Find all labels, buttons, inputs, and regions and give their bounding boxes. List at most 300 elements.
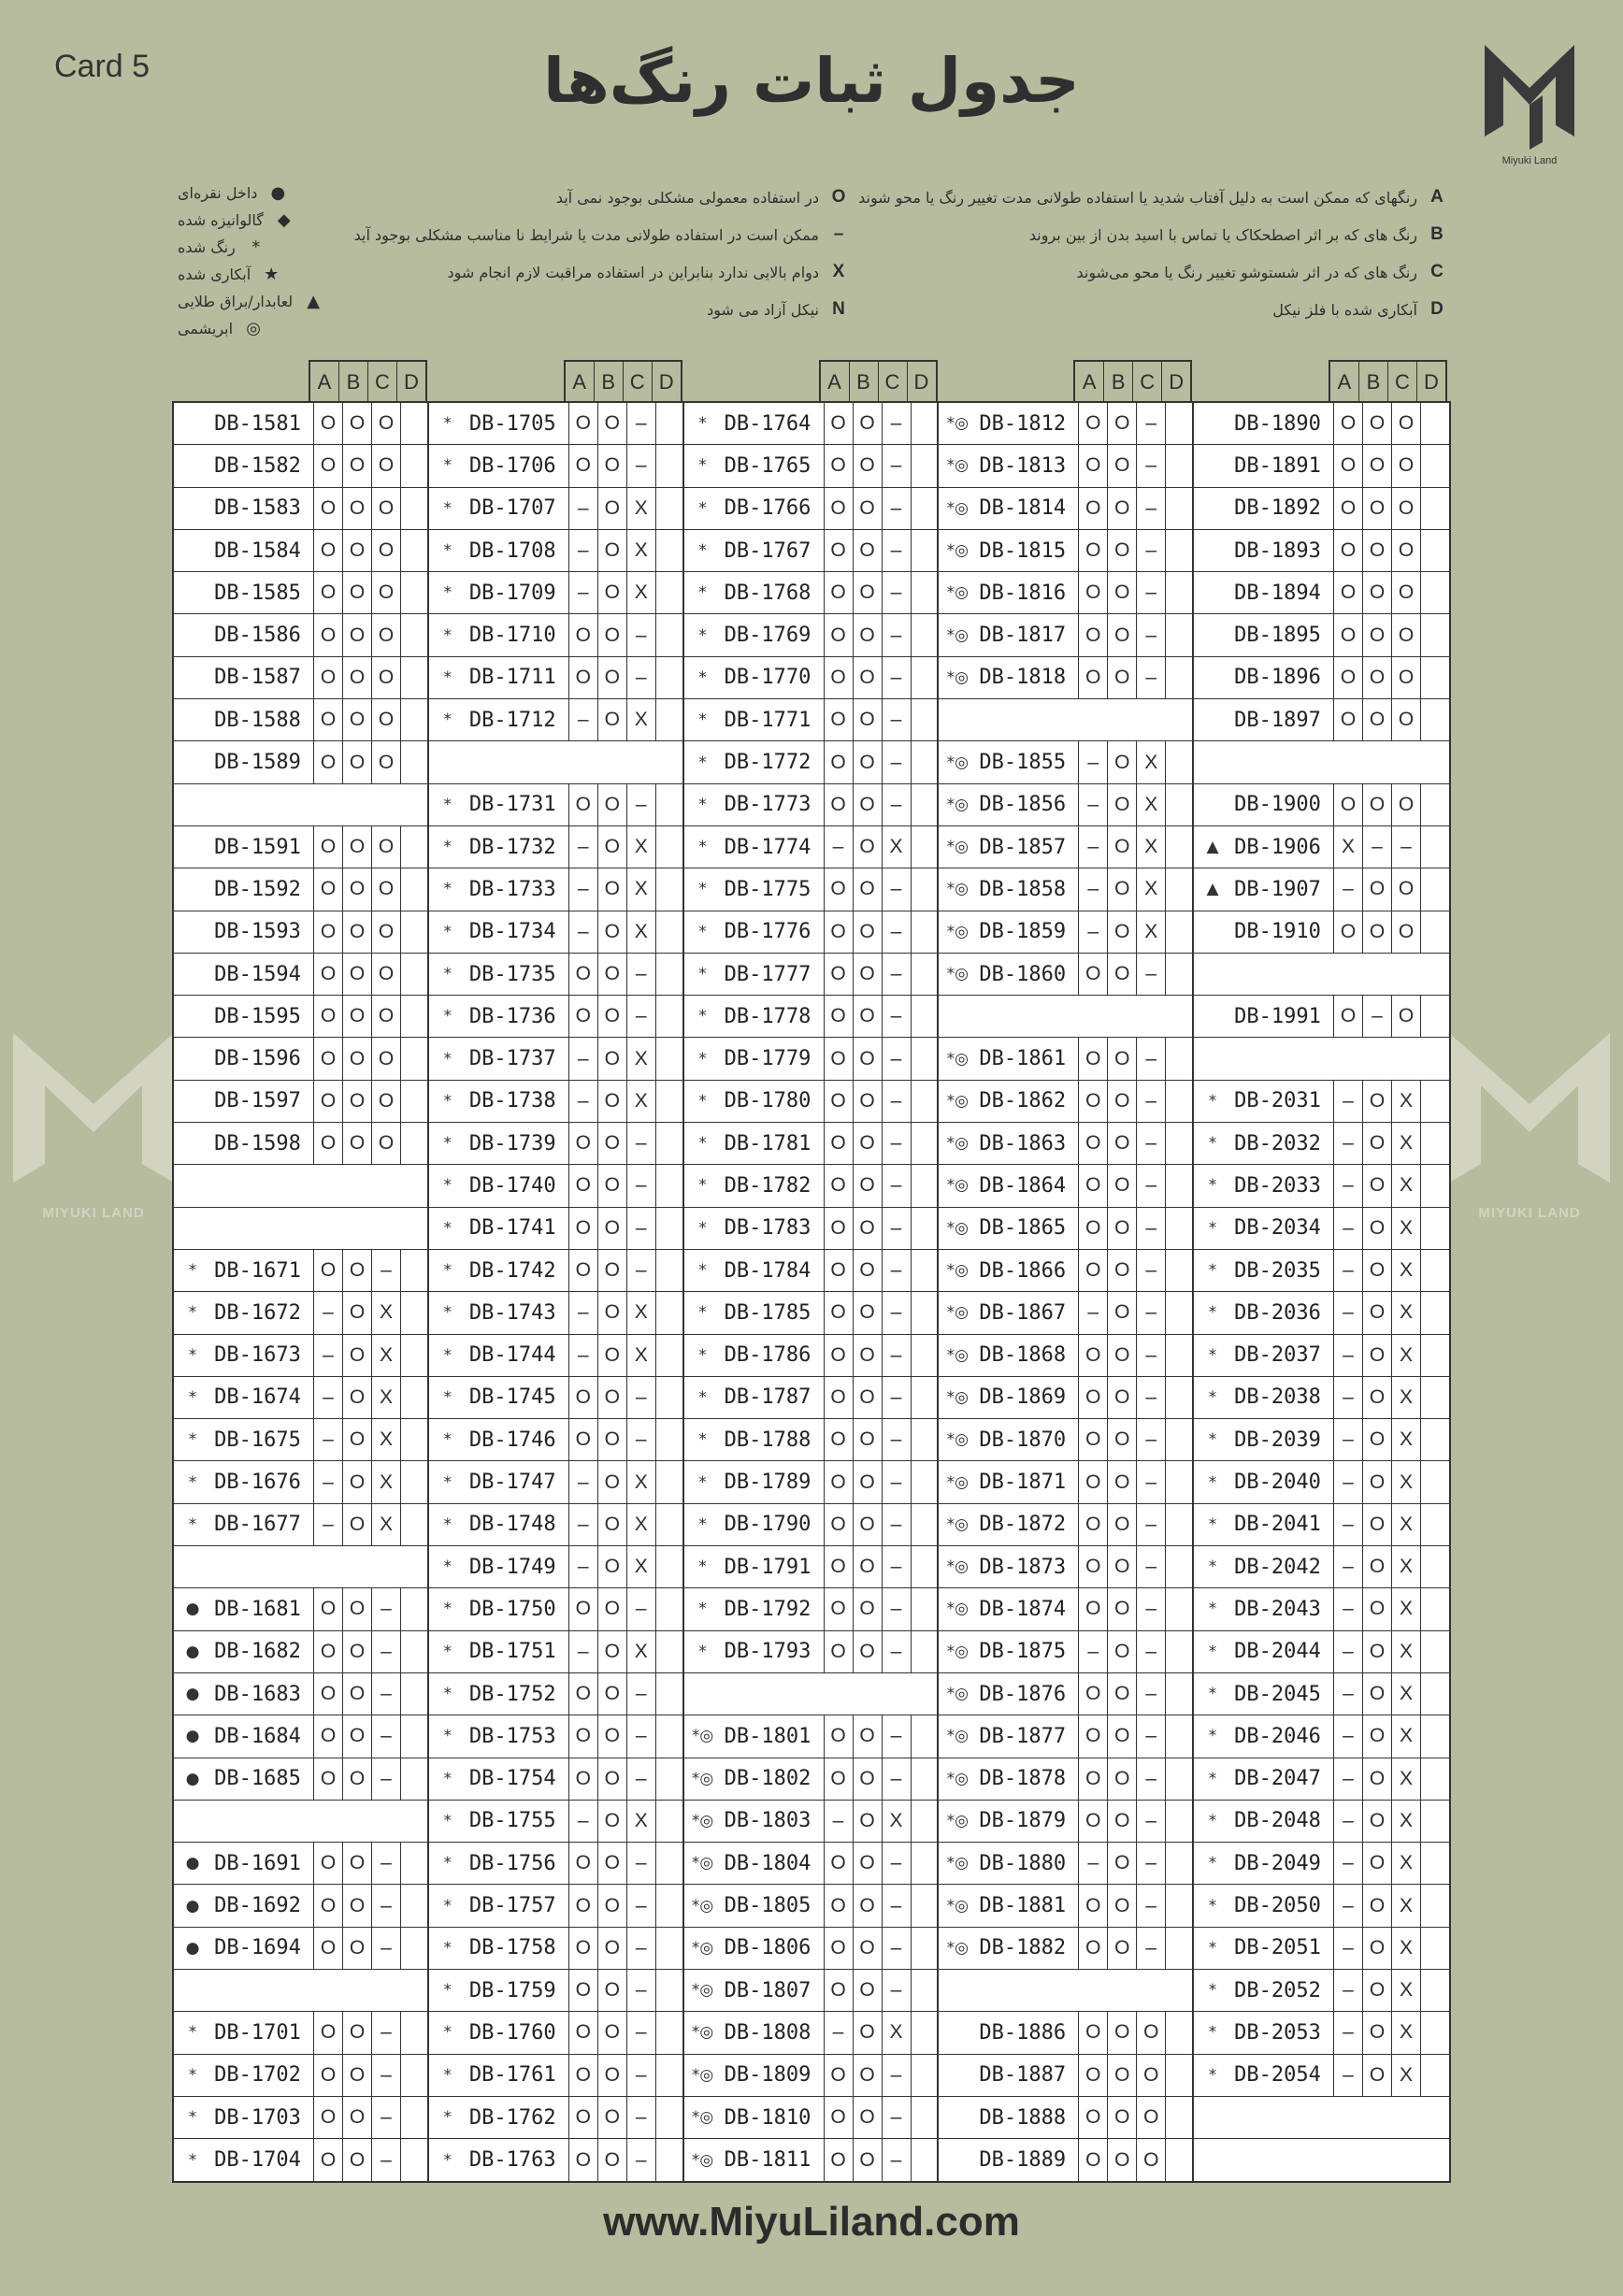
rating-c: – (882, 657, 911, 698)
bead-code: DB-1780 (724, 1089, 812, 1113)
table-row (174, 1885, 429, 1927)
rating-c: – (371, 1631, 400, 1672)
rating-b: O (1107, 784, 1136, 825)
rating-b: O (1362, 1292, 1391, 1333)
bead-code: DB-1906 (1234, 835, 1321, 859)
table-row (684, 1928, 940, 1970)
bead-code: DB-1777 (724, 962, 812, 986)
table-row (429, 488, 684, 530)
table-row (1194, 614, 1449, 656)
rating-d (1420, 868, 1449, 910)
rating-b: O (597, 1208, 626, 1249)
rating-d (400, 614, 429, 655)
table-row (174, 1038, 429, 1080)
rating-c: O (1136, 2055, 1165, 2096)
bead-code: DB-1876 (979, 1682, 1067, 1706)
finish-marker: * (1208, 1811, 1217, 1830)
rating-a: O (824, 2139, 853, 2181)
table-row (684, 1165, 940, 1207)
bead-code: DB-1711 (468, 666, 556, 690)
rating-d (911, 1081, 940, 1122)
table-row (939, 826, 1194, 868)
table-row (174, 1588, 429, 1630)
rating-c: – (1136, 1546, 1165, 1587)
rating-b: O (342, 403, 371, 444)
bead-code: DB-1817 (979, 624, 1067, 648)
logo-text: Miyuki Land (1501, 155, 1558, 166)
rating-a: O (824, 530, 853, 571)
rating-a: – (568, 1631, 597, 1672)
rating-c: X (626, 572, 655, 613)
rating-d (911, 1208, 940, 1249)
table-row (684, 741, 940, 783)
rating-d (400, 1081, 429, 1122)
finish-marker: * (698, 1218, 707, 1238)
rating-c: X (1136, 911, 1165, 953)
rating-b: O (1107, 572, 1136, 613)
bead-code: DB-2046 (1234, 1724, 1321, 1748)
rating-c: – (626, 2055, 655, 2096)
watermark-text: MIYUKI LAND (1478, 1205, 1581, 1221)
rating-a: – (1078, 784, 1107, 825)
table-row (1194, 1885, 1449, 1927)
table-row (1194, 403, 1449, 445)
bead-code: DB-1581 (214, 411, 301, 436)
table-row (939, 1758, 1194, 1801)
rating-a: O (313, 699, 342, 740)
finish-marker: * (1208, 1091, 1217, 1111)
rating-c: O (1391, 699, 1420, 740)
rating-b: O (342, 445, 371, 486)
bead-code: DB-1731 (468, 793, 556, 817)
rating-b: O (853, 996, 882, 1037)
rating-c: X (1391, 1970, 1420, 2011)
bead-code: DB-1675 (214, 1428, 301, 1452)
bead-code: DB-1897 (1234, 708, 1321, 732)
rating-a: O (313, 1673, 342, 1715)
rating-b: O (1362, 1970, 1391, 2011)
finish-marker: *◎ (946, 1896, 969, 1916)
table-row (684, 996, 940, 1038)
finish-marker: * (1208, 1345, 1217, 1365)
rating-a: O (1078, 1038, 1107, 1079)
rating-c: – (626, 2139, 655, 2181)
finish-marker: * (188, 2023, 197, 2043)
rating-a: – (1333, 1461, 1362, 1502)
table-row (684, 657, 940, 699)
bead-code: DB-1892 (1234, 496, 1321, 521)
rating-a: O (824, 1715, 853, 1757)
table-row (1194, 1673, 1449, 1715)
rating-a: O (313, 1843, 342, 1884)
bead-code: DB-1785 (724, 1300, 812, 1325)
bead-code: DB-1758 (468, 1936, 556, 1960)
bead-code: DB-1771 (724, 708, 812, 732)
rating-b: O (853, 1715, 882, 1757)
rating-c: O (1391, 868, 1420, 910)
rating-d (655, 1038, 684, 1079)
finish-marker: *◎ (691, 2065, 714, 2085)
rating-b: O (1107, 911, 1136, 953)
table-row (684, 784, 940, 826)
rating-c: O (371, 572, 400, 613)
rating-b: – (1362, 996, 1391, 1037)
rating-b: O (342, 1843, 371, 1884)
table-row (684, 1208, 940, 1250)
rating-d (911, 2012, 940, 2053)
finish-marker: *◎ (946, 1514, 969, 1534)
finish-marker: * (698, 456, 707, 476)
header-c: C (367, 362, 396, 403)
bead-code: DB-1815 (979, 538, 1067, 563)
table-row (1194, 1546, 1449, 1588)
bead-code: DB-1775 (724, 877, 812, 901)
table-row (1194, 445, 1449, 487)
rating-a: O (1333, 699, 1362, 740)
rating-b: O (1107, 1335, 1136, 1376)
rating-c: – (882, 741, 911, 782)
rating-c: – (626, 1165, 655, 1206)
rating-b: O (1362, 1758, 1391, 1800)
rating-a: – (568, 572, 597, 613)
rating-d (1165, 488, 1194, 529)
finish-marker: *◎ (946, 1261, 969, 1281)
finish-marker: * (443, 1345, 452, 1365)
rating-d (400, 2055, 429, 2096)
bead-code: DB-1708 (468, 538, 556, 563)
rating-c: O (371, 699, 400, 740)
table-row (174, 1292, 429, 1334)
rating-c: – (882, 1335, 911, 1376)
symbol-definition (707, 299, 847, 320)
table-row (1194, 1123, 1449, 1165)
finish-marker: *◎ (691, 2023, 714, 2043)
rating-d (911, 1504, 940, 1545)
bead-code: DB-1738 (468, 1089, 556, 1113)
rating-b: O (1107, 1588, 1136, 1629)
finish-marker: * (698, 667, 707, 687)
rating-a: O (313, 954, 342, 995)
finish-marker: * (443, 1134, 452, 1154)
rating-b: O (853, 1885, 882, 1926)
rating-a: O (824, 2055, 853, 2096)
finish-marker: *◎ (946, 1557, 969, 1577)
rating-b: O (853, 954, 882, 995)
rating-c: X (1391, 1546, 1420, 1587)
rating-c: – (882, 1758, 911, 1800)
rating-d (1165, 614, 1194, 655)
finish-marker: * (443, 1007, 452, 1026)
rating-a: O (313, 530, 342, 571)
rating-b: O (597, 1801, 626, 1842)
rating-c: – (626, 403, 655, 444)
rating-d (1165, 1715, 1194, 1757)
rating-b: O (1362, 699, 1391, 740)
rating-b: O (1362, 868, 1391, 910)
logo-mark-icon (1477, 39, 1582, 151)
rating-c: – (626, 1123, 655, 1164)
column-header (1329, 360, 1447, 403)
rating-b: O (1107, 488, 1136, 529)
empty-row (174, 1208, 429, 1250)
empty-row (174, 1165, 429, 1207)
bead-code: DB-1900 (1234, 793, 1321, 817)
finish-marker: *◎ (691, 1811, 714, 1830)
rating-b: O (1362, 1588, 1391, 1629)
rating-c: O (1391, 572, 1420, 613)
rating-b: O (853, 2012, 882, 2053)
rating-d (655, 1461, 684, 1502)
bead-code: DB-1776 (724, 920, 812, 944)
rating-d (911, 1461, 940, 1502)
rating-d (655, 784, 684, 825)
header-d: D (1161, 362, 1190, 403)
rating-d (1165, 1419, 1194, 1460)
rating-b: O (1107, 1758, 1136, 1800)
table-row (684, 954, 940, 996)
finish-marker (1194, 488, 1231, 529)
rating-a: O (1078, 1588, 1107, 1629)
rating-c: X (1391, 1081, 1420, 1122)
rating-b: O (342, 1292, 371, 1333)
rating-a: O (313, 826, 342, 868)
table-row (174, 826, 429, 868)
rating-b: O (342, 2097, 371, 2138)
bead-code: DB-1779 (724, 1047, 812, 1071)
header-c: C (623, 362, 652, 403)
rating-c: – (882, 1631, 911, 1672)
table-row (684, 1885, 940, 1927)
rating-b: O (853, 868, 882, 910)
rating-a: O (1078, 954, 1107, 995)
rating-b: – (1362, 826, 1391, 868)
table-row (1194, 1504, 1449, 1546)
column-rows (682, 401, 941, 2183)
bead-code: DB-1888 (979, 2105, 1067, 2130)
rating-a: O (568, 1758, 597, 1800)
finish-marker: ● (185, 1854, 200, 1873)
rating-d (400, 2139, 429, 2181)
bead-code: DB-1739 (468, 1131, 556, 1155)
table-row (684, 1377, 940, 1419)
rating-c: X (371, 1419, 400, 1460)
rating-a: O (568, 1123, 597, 1164)
rating-b: O (1107, 1885, 1136, 1926)
table-row (939, 1377, 1194, 1419)
finish-marker: * (698, 1600, 707, 1619)
header-b: B (594, 362, 623, 403)
rating-b: O (597, 530, 626, 571)
rating-c: – (882, 530, 911, 571)
finish-marker (1194, 572, 1231, 613)
bead-code: DB-1598 (214, 1131, 301, 1155)
rating-d (655, 445, 684, 486)
finish-marker: * (443, 2108, 452, 2128)
rating-b: O (597, 1123, 626, 1164)
finish-marker (174, 488, 211, 529)
rating-d (1165, 1377, 1194, 1418)
table-row (429, 1123, 684, 1165)
table-row (174, 1419, 429, 1461)
rating-a: O (568, 1588, 597, 1629)
rating-d (1165, 1673, 1194, 1715)
bead-code: DB-1803 (724, 1809, 812, 1833)
finish-marker: * (1208, 1261, 1217, 1281)
rating-a: – (1333, 1335, 1362, 1376)
bead-code: DB-1588 (214, 708, 301, 732)
rating-b: O (853, 657, 882, 698)
rating-b: O (1362, 2055, 1391, 2096)
table-row (429, 2139, 684, 2181)
bead-code: DB-1813 (979, 453, 1067, 478)
bead-code: DB-1685 (214, 1767, 301, 1791)
rating-d (655, 1419, 684, 1460)
rating-a: O (824, 614, 853, 655)
finish-marker (174, 614, 211, 655)
table-row (429, 1928, 684, 1970)
rating-b: O (1362, 445, 1391, 486)
finish-marker: * (443, 1387, 452, 1407)
rating-a: – (1333, 868, 1362, 910)
bead-code: DB-1761 (468, 2063, 556, 2088)
bead-code: DB-1802 (724, 1767, 812, 1791)
rating-d (1165, 2097, 1194, 2138)
rating-b: O (853, 1250, 882, 1291)
rating-b: O (853, 1631, 882, 1672)
rating-d (400, 2097, 429, 2138)
table-row (429, 2097, 684, 2139)
rating-c: X (1391, 1801, 1420, 1842)
rating-d (1420, 1250, 1449, 1291)
table-row (429, 1081, 684, 1123)
rating-c: – (626, 1208, 655, 1249)
rating-c: – (1136, 1335, 1165, 1376)
rating-b: O (1362, 1885, 1391, 1926)
rating-c: O (371, 1123, 400, 1164)
triangle-icon: ▲ (307, 292, 321, 311)
bead-code: DB-1707 (468, 496, 556, 521)
bead-code: DB-1740 (468, 1173, 556, 1198)
rating-a: – (1333, 1673, 1362, 1715)
bead-code: DB-1871 (979, 1471, 1067, 1495)
rating-c: – (882, 445, 911, 486)
finish-marker: * (698, 1387, 707, 1407)
rating-b: O (1362, 1715, 1391, 1757)
rating-b: O (597, 1588, 626, 1629)
bead-code: DB-1746 (468, 1428, 556, 1452)
bead-code: DB-1586 (214, 624, 301, 648)
rating-c: – (626, 614, 655, 655)
empty-row (174, 1546, 429, 1588)
rating-b: O (342, 1715, 371, 1757)
rating-d (400, 1715, 429, 1757)
rating-c: – (882, 784, 911, 825)
legend-item (178, 207, 346, 234)
rating-a: O (313, 1631, 342, 1672)
rating-d (911, 1292, 940, 1333)
finish-marker: * (698, 1642, 707, 1661)
rating-d (655, 1801, 684, 1842)
rating-d (655, 826, 684, 868)
finish-marker: *◎ (946, 965, 969, 983)
rating-d (400, 996, 429, 1037)
rating-c: – (882, 1885, 911, 1926)
finish-marker: *◎ (946, 1345, 969, 1365)
finish-marker (174, 1038, 211, 1079)
rating-b: O (1362, 1504, 1391, 1545)
table-row (174, 1843, 429, 1885)
rating-c: X (1391, 1758, 1420, 1800)
finish-marker: * (443, 541, 452, 561)
rating-c: – (882, 572, 911, 613)
rating-b: O (853, 1758, 882, 1800)
bead-code: DB-1710 (468, 624, 556, 648)
bead-code: DB-2045 (1234, 1682, 1321, 1706)
rating-d (655, 1715, 684, 1757)
bead-code: DB-1855 (979, 751, 1067, 775)
bead-code: DB-2041 (1234, 1513, 1321, 1537)
table-row (1194, 657, 1449, 699)
rating-a: O (568, 1419, 597, 1460)
rating-c: – (882, 868, 911, 910)
rating-d (911, 868, 940, 910)
rating-d (911, 657, 940, 698)
table-row (1194, 572, 1449, 614)
table-row (939, 2139, 1194, 2181)
rating-d (1420, 1208, 1449, 1249)
finish-marker: * (188, 1472, 197, 1492)
rating-a: O (1078, 657, 1107, 698)
rating-b: O (853, 1123, 882, 1164)
rating-b: O (597, 699, 626, 740)
finish-marker: * (698, 1007, 707, 1026)
table-row (174, 699, 429, 741)
bead-code: DB-1747 (468, 1471, 556, 1495)
finish-marker: *◎ (946, 1727, 969, 1746)
rating-a: O (568, 1377, 597, 1418)
rating-a: O (824, 1843, 853, 1884)
rating-a: O (1078, 1250, 1107, 1291)
rating-b: O (1362, 1081, 1391, 1122)
rating-c: O (371, 741, 400, 782)
rating-b: O (1362, 1165, 1391, 1206)
table-row (684, 2012, 940, 2054)
rating-a: O (1078, 403, 1107, 444)
finish-marker: * (698, 1472, 707, 1492)
symbol-legend (178, 179, 346, 342)
rating-c: – (882, 996, 911, 1037)
legend-item (178, 288, 346, 315)
rating-c: O (371, 954, 400, 995)
rating-b: O (853, 2055, 882, 2096)
rating-a: – (1333, 1377, 1362, 1418)
rating-a: – (1078, 1843, 1107, 1884)
rating-a: – (313, 1504, 342, 1545)
finish-marker: * (698, 1049, 707, 1069)
rating-text: رنگ های که در اثر شستوشو تغییر رنگ یا محو می‌شوند (1076, 263, 1417, 281)
table-row (429, 699, 684, 741)
rating-a: O (824, 911, 853, 953)
rating-d (1165, 1461, 1194, 1502)
rating-d (655, 488, 684, 529)
rating-b: O (597, 657, 626, 698)
website-url[interactable]: www.MiyuLiland.com (603, 2199, 1020, 2245)
rating-c: O (1391, 530, 1420, 571)
rating-c: – (626, 996, 655, 1037)
finish-marker: * (1208, 1514, 1217, 1534)
rating-d (400, 1250, 429, 1291)
rating-d (1165, 1123, 1194, 1164)
